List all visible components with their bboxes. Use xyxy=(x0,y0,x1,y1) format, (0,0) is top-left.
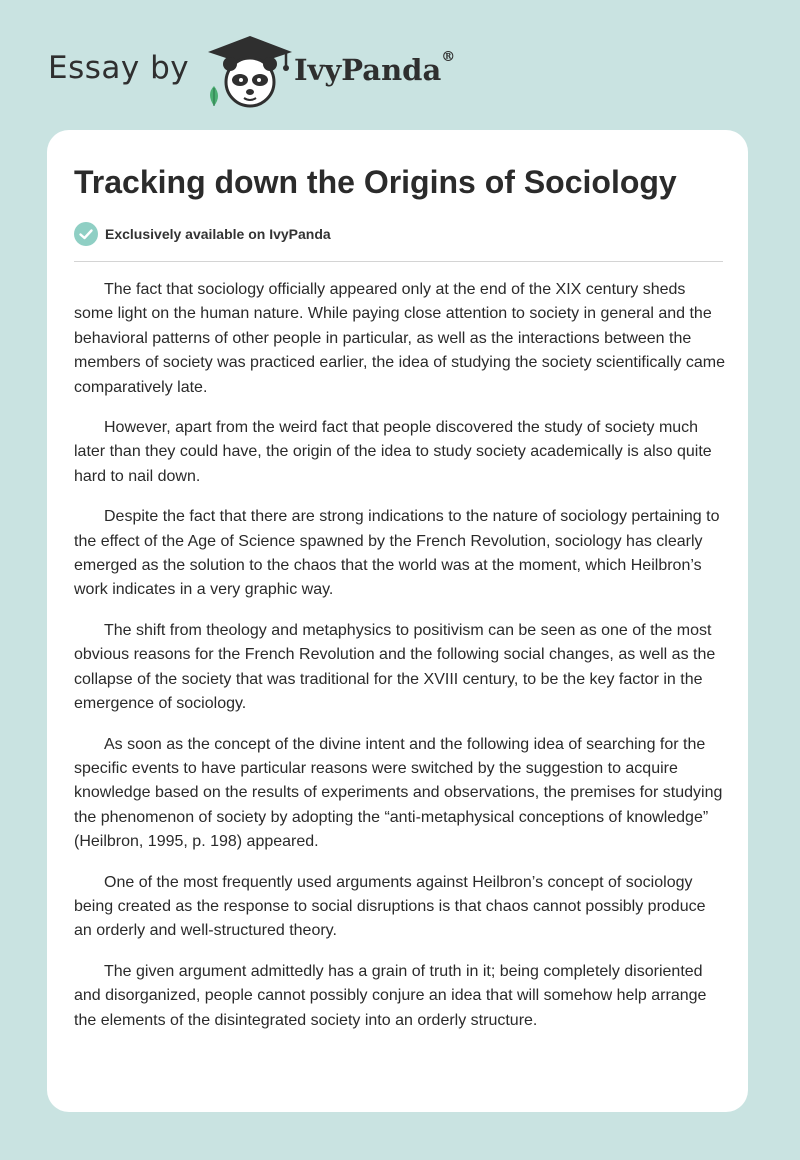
panda-graduate-icon[interactable] xyxy=(200,30,300,110)
site-header xyxy=(0,0,800,130)
paragraph: Despite the fact that there are strong indications to the nature of sociology pertaining to the effect of the Age of Science spawned by the French Revolution, sociology has clearly emerged as the solution to the chaos that the world was at the moment, which Heilbron’s work indicates in a very graphic way. xyxy=(74,508,720,599)
exclusive-label: Exclusively available on IvyPanda xyxy=(105,226,331,242)
essay-card xyxy=(47,130,748,1112)
check-circle-icon xyxy=(74,222,98,246)
paragraph: One of the most frequently used arguments against Heilbron’s concept of sociology being created as the response to social disruptions is that chaos cannot possibly produce an orderly and well-structured theory. xyxy=(74,873,706,940)
brand-text[interactable]: IvyPanda xyxy=(294,53,442,87)
essay-body xyxy=(74,278,725,1049)
essay-by-label: Essay by xyxy=(48,50,190,86)
registered-mark: ® xyxy=(441,49,456,65)
paragraph: However, apart from the weird fact that people discovered the study of society much later than they could have, the origin of the idea to study society academically is also quite hard to nail down. xyxy=(74,419,712,485)
paragraph: The shift from theology and metaphysics to positivism can be seen as one of the most obvious reasons for the French Revolution and the following social changes, as well as the collapse of the society that was traditional for the XVIII century, to be the key factor in the emergence of sociology. xyxy=(74,621,716,713)
title-divider xyxy=(74,261,723,262)
paragraph: The given argument admittedly has a grain of truth in it; being completely disoriented and disorganized, people cannot possibly conjure an idea that will somehow help arrange the elements of the disintegrated society into an orderly structure. xyxy=(74,962,707,1029)
exclusive-badge xyxy=(74,222,331,246)
page-title: Tracking down the Origins of Sociology xyxy=(74,164,677,200)
brand-name[interactable] xyxy=(294,49,456,87)
paragraph: The fact that sociology officially appeared only at the end of the XIX century sheds some light on the human nature. While paying close attention to society in general and the behavioral patterns of other people in particular, as well as the interactions between the members of society was practiced earlier, the idea of studying the society scientifically came comparatively late. xyxy=(74,281,725,396)
paragraph: As soon as the concept of the divine intent and the following idea of searching for the specific events to have particular reasons were switched by the suggestion to acquire knowledge based on the results of experiments and observations, the premises for studying the phenomenon of society by adopting the “anti-metaphysical conceptions of knowledge” (Heilbron, 1995, p. 198) appeared. xyxy=(74,735,723,851)
